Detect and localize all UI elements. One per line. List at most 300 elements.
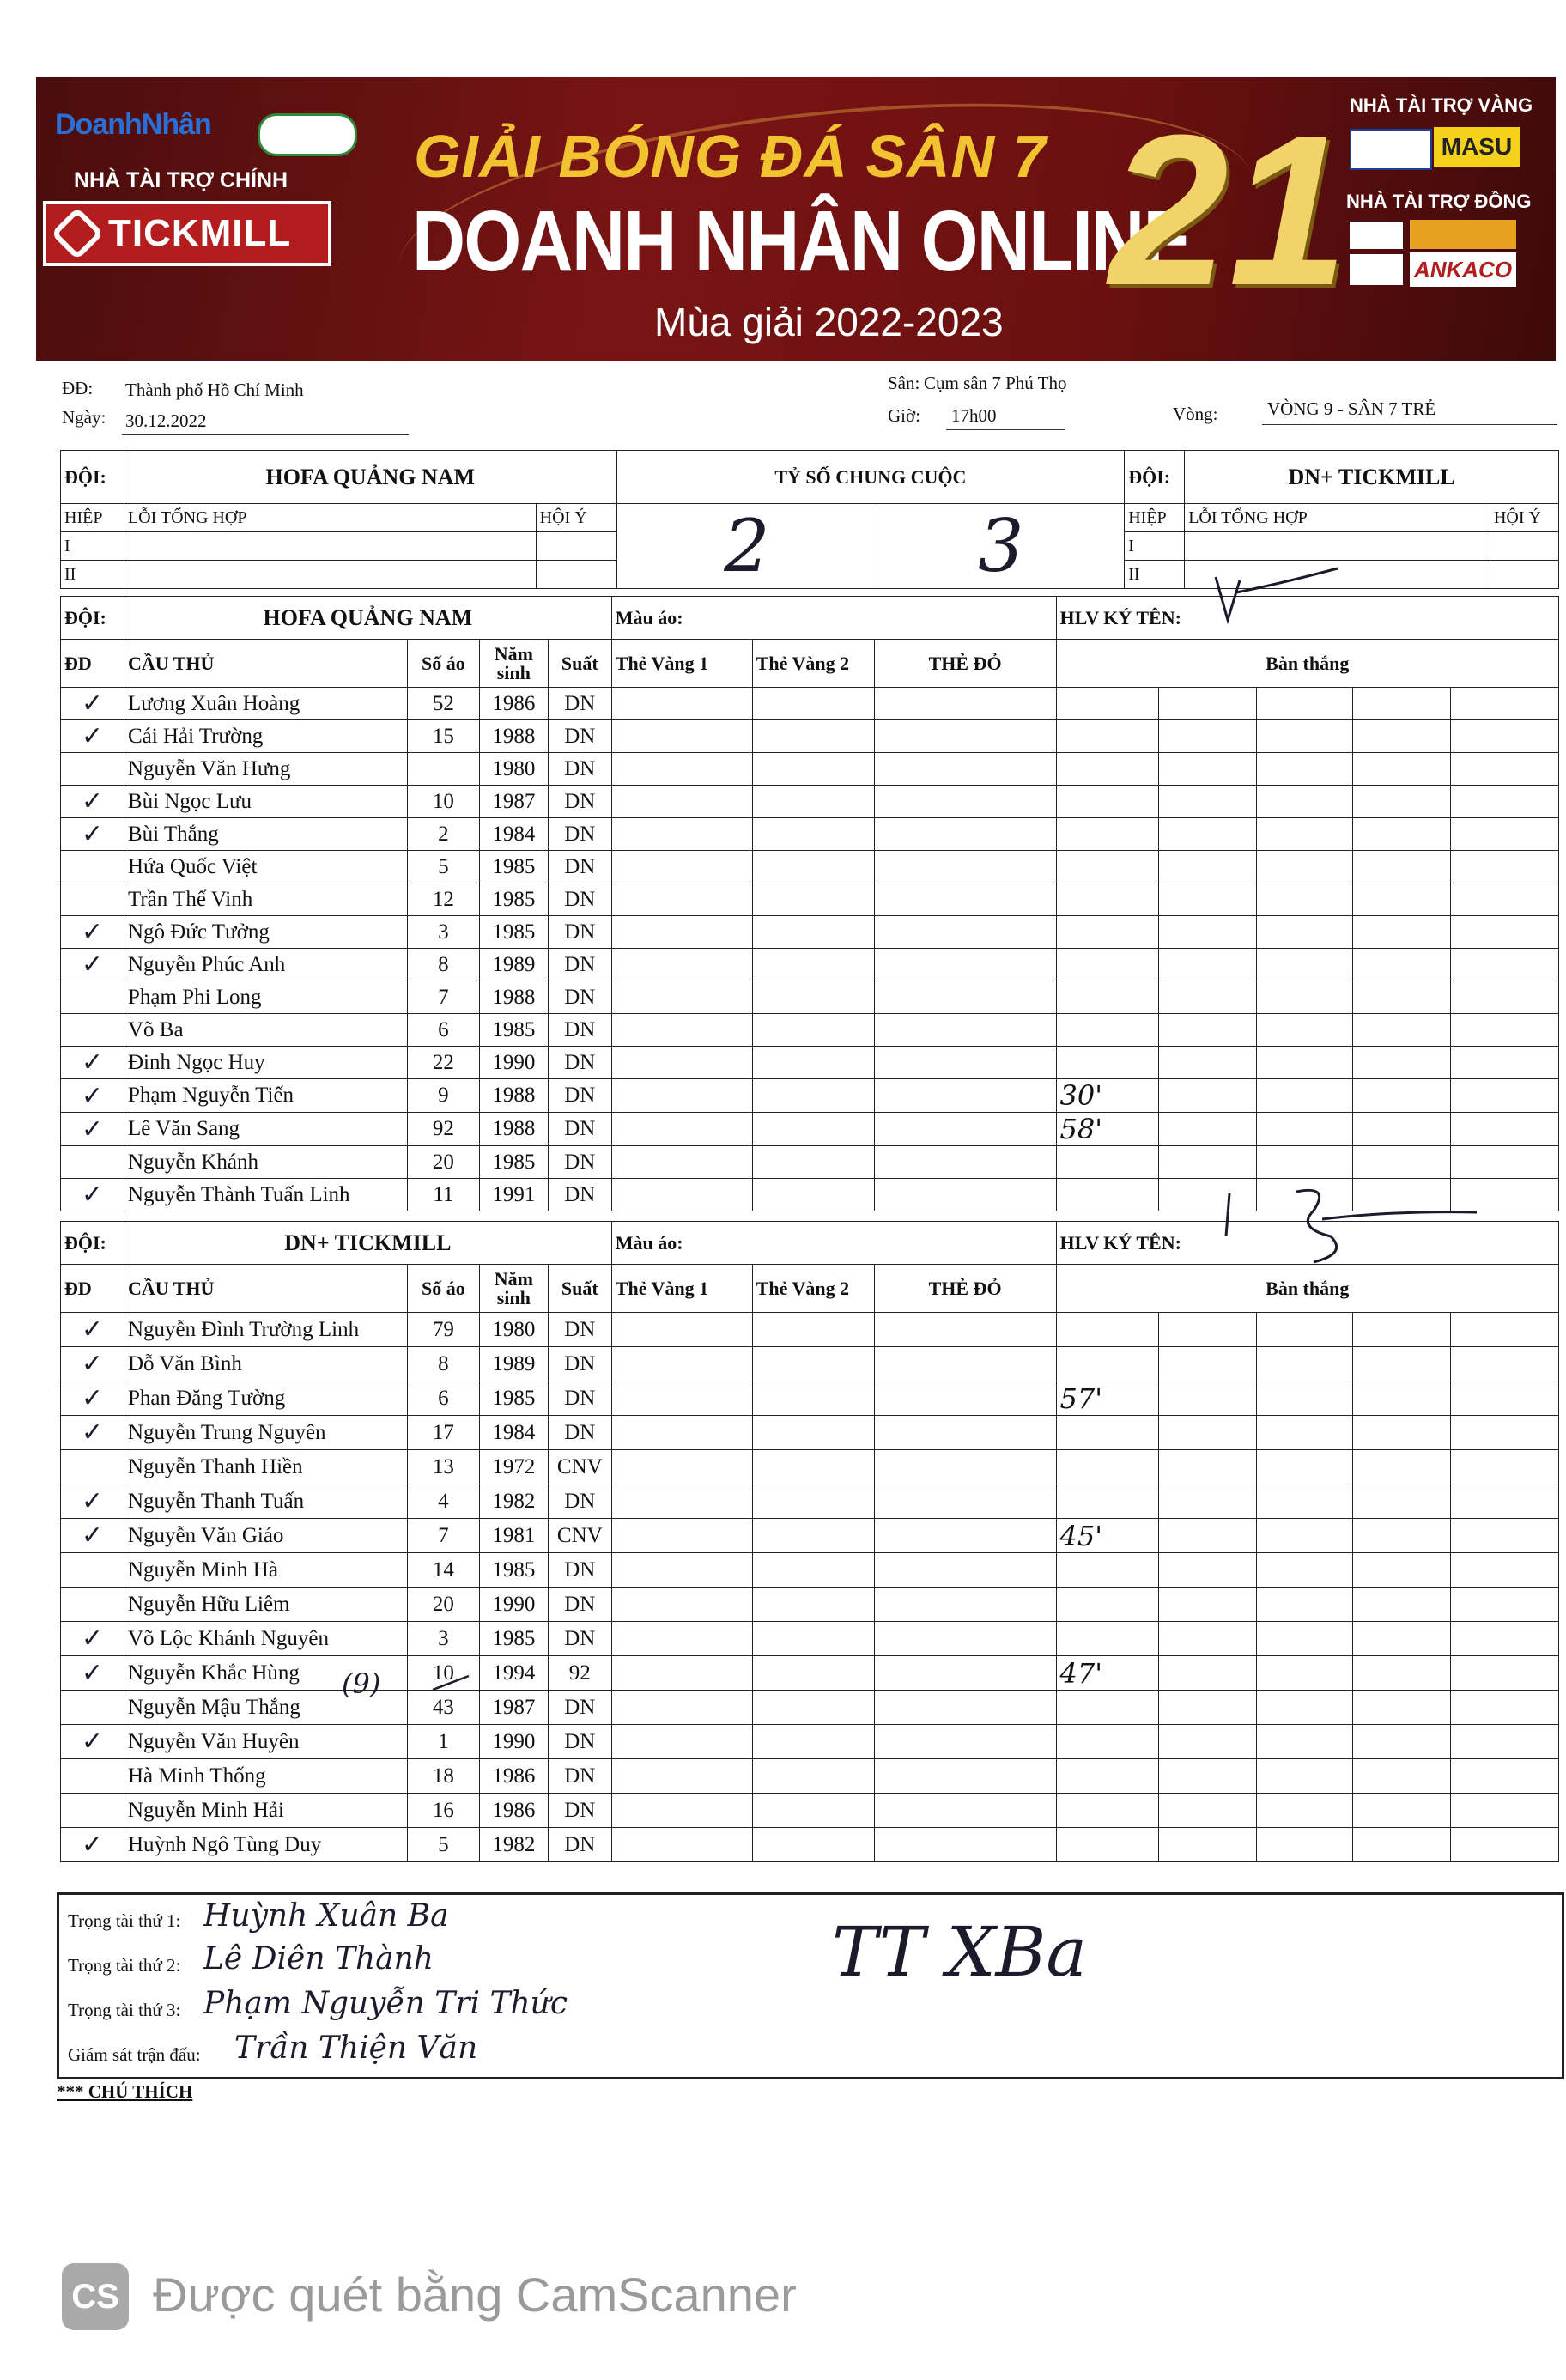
goals-cell xyxy=(1353,1656,1451,1691)
goals-cell xyxy=(1353,1047,1451,1079)
player-birth-year: 1994 xyxy=(479,1656,548,1691)
player-row xyxy=(61,981,1559,1014)
goals-cell xyxy=(1451,1622,1559,1656)
goals-cell xyxy=(1257,1113,1353,1146)
red-card-cell xyxy=(874,1828,1056,1862)
player-birth-year: 1986 xyxy=(479,1794,548,1828)
col-player: CẦU THỦ xyxy=(124,1265,407,1313)
red-card-cell xyxy=(874,1416,1056,1450)
player-presence-cell xyxy=(61,1450,124,1484)
tournament-banner xyxy=(36,77,1556,361)
player-birth-year: 1990 xyxy=(479,1047,548,1079)
player-name: Võ Ba xyxy=(124,1014,407,1047)
half-2-a: II xyxy=(61,561,124,589)
red-card-cell xyxy=(874,1113,1056,1146)
goals-cell xyxy=(1257,1794,1353,1828)
player-goals xyxy=(1056,786,1159,818)
player-birth-year: 1987 xyxy=(479,786,548,818)
player-goals xyxy=(1056,949,1159,981)
player-number: 7 xyxy=(407,981,479,1014)
player-row xyxy=(61,1759,1559,1794)
goals-cell xyxy=(1159,1347,1257,1381)
player-name: Lê Văn Sang xyxy=(124,1113,407,1146)
team-b-coach-signature xyxy=(1219,1176,1494,1271)
goals-cell xyxy=(1451,1656,1559,1691)
goals-cell xyxy=(1257,1484,1353,1519)
bronze-sponsor-logo-3 xyxy=(1350,254,1403,285)
player-birth-year: 1985 xyxy=(479,1622,548,1656)
player-type: DN xyxy=(548,786,611,818)
goals-cell xyxy=(1353,786,1451,818)
player-type: DN xyxy=(548,949,611,981)
player-type: DN xyxy=(548,818,611,851)
player-goals xyxy=(1056,1450,1159,1484)
player-number: 20 xyxy=(407,1588,479,1622)
player-goals xyxy=(1056,1347,1159,1381)
player-row xyxy=(61,818,1559,851)
goals-cell xyxy=(1159,1725,1257,1759)
player-presence-cell: ✓ xyxy=(61,818,124,851)
ref1-label: Trọng tài thứ 1: xyxy=(68,1910,181,1931)
player-birth-year: 1988 xyxy=(479,1079,548,1113)
goals-cell xyxy=(1353,1588,1451,1622)
referees-box xyxy=(57,1892,1564,2079)
date-underline xyxy=(122,434,409,435)
notes-label: *** CHÚ THÍCH xyxy=(57,2081,193,2102)
team-a-coach-sign-label: HLV KÝ TÊN: xyxy=(1056,597,1559,640)
player-presence-cell: ✓ xyxy=(61,1828,124,1862)
yellow-card-2-cell xyxy=(752,1691,874,1725)
player-type: CNV xyxy=(548,1519,611,1553)
player-type: DN xyxy=(548,1381,611,1416)
tickmill-icon xyxy=(51,207,104,260)
player-row xyxy=(61,1691,1559,1725)
yellow-card-2-cell xyxy=(752,1079,874,1113)
player-birth-year: 1984 xyxy=(479,818,548,851)
partner-logo xyxy=(258,113,357,156)
player-number: 3 xyxy=(407,1622,479,1656)
goals-cell xyxy=(1257,851,1353,883)
yellow-card-2-cell xyxy=(752,1450,874,1484)
player-number: 13 xyxy=(407,1450,479,1484)
yellow-card-2-cell xyxy=(752,720,874,753)
player-name: Đỗ Văn Bình xyxy=(124,1347,407,1381)
goals-cell xyxy=(1353,753,1451,786)
yellow-card-2-cell xyxy=(752,1484,874,1519)
bronze-sponsor-logo-2 xyxy=(1410,220,1516,249)
player-birth-year: 1972 xyxy=(479,1450,548,1484)
player-type: CNV xyxy=(548,1450,611,1484)
goals-cell xyxy=(1257,1759,1353,1794)
player-type: DN xyxy=(548,981,611,1014)
player-birth-year: 1986 xyxy=(479,1759,548,1794)
yellow-card-2-cell xyxy=(752,1656,874,1691)
goals-cell xyxy=(1159,1656,1257,1691)
goals-cell xyxy=(1451,1113,1559,1146)
col-goals: Bàn thắng xyxy=(1056,640,1559,688)
player-goals xyxy=(1056,818,1159,851)
player-birth-year: 1985 xyxy=(479,1381,548,1416)
player-presence-cell xyxy=(61,1691,124,1725)
player-number: 9 xyxy=(407,1079,479,1113)
goals-cell xyxy=(1159,1313,1257,1347)
goals-cell xyxy=(1257,1047,1353,1079)
player-number: 8 xyxy=(407,1347,479,1381)
yellow-card-2-cell xyxy=(752,1794,874,1828)
goals-cell xyxy=(1257,949,1353,981)
goals-cell xyxy=(1451,1691,1559,1725)
player-name: Nguyễn Đình Trường Linh xyxy=(124,1313,407,1347)
player-row xyxy=(61,688,1559,720)
yellow-card-2-cell xyxy=(752,1179,874,1211)
final-score-label: TỶ SỐ CHUNG CUỘC xyxy=(616,451,1125,504)
player-name: Nguyễn Khắc Hùng xyxy=(124,1656,407,1691)
team-a-roster-table xyxy=(60,596,1559,1211)
yellow-card-2-cell xyxy=(752,1381,874,1416)
goals-cell xyxy=(1257,1519,1353,1553)
player-birth-year: 1987 xyxy=(479,1691,548,1725)
goals-cell xyxy=(1353,1622,1451,1656)
player-name: Nguyễn Thanh Hiền xyxy=(124,1450,407,1484)
score-team-a-name: HOFA QUẢNG NAM xyxy=(124,451,616,504)
yellow-card-1-cell xyxy=(611,1416,752,1450)
red-card-cell xyxy=(874,883,1056,916)
player-number: 4 xyxy=(407,1484,479,1519)
goals-cell xyxy=(1159,1014,1257,1047)
player-row xyxy=(61,1656,1559,1691)
yellow-card-2-cell xyxy=(752,1553,874,1588)
red-card-cell xyxy=(874,1450,1056,1484)
yellow-card-1-cell xyxy=(611,916,752,949)
goals-cell xyxy=(1353,1759,1451,1794)
red-card-cell xyxy=(874,1047,1056,1079)
col-red: THẺ ĐỎ xyxy=(874,640,1056,688)
team-a-rows xyxy=(61,688,1559,1211)
player-name: Nguyễn Văn Huyên xyxy=(124,1725,407,1759)
edition-number: 21 xyxy=(1109,90,1349,330)
player-goals xyxy=(1056,1794,1159,1828)
round-underline xyxy=(1262,424,1557,425)
player-goals xyxy=(1056,1553,1159,1588)
player-goals xyxy=(1056,1622,1159,1656)
player-presence-cell: ✓ xyxy=(61,720,124,753)
goals-cell xyxy=(1159,1450,1257,1484)
yellow-card-2-cell xyxy=(752,1828,874,1862)
goals-cell xyxy=(1451,851,1559,883)
timeout-label-b: HỘI Ý xyxy=(1490,504,1558,532)
fouls-cell xyxy=(124,532,536,561)
player-type: DN xyxy=(548,1079,611,1113)
camscanner-watermark: Được quét bằng CamScanner xyxy=(153,2268,797,2322)
red-card-cell xyxy=(874,688,1056,720)
gold-sponsor-logo-1 xyxy=(1350,129,1432,170)
player-goals xyxy=(1056,916,1159,949)
player-row xyxy=(61,1450,1559,1484)
goals-cell xyxy=(1353,981,1451,1014)
goals-cell xyxy=(1257,1588,1353,1622)
yellow-card-1-cell xyxy=(611,851,752,883)
goals-cell xyxy=(1353,818,1451,851)
player-type: DN xyxy=(548,1313,611,1347)
supervisor-label: Giám sát trận đấu: xyxy=(68,2044,201,2065)
yellow-card-1-cell xyxy=(611,949,752,981)
red-card-cell xyxy=(874,1179,1056,1211)
yellow-card-1-cell xyxy=(611,1794,752,1828)
ref2-name: Lê Diên Thành xyxy=(203,1941,434,1976)
goals-cell xyxy=(1257,1416,1353,1450)
red-card-cell xyxy=(874,1691,1056,1725)
goals-cell xyxy=(1353,1381,1451,1416)
player-name: Nguyễn Thành Tuấn Linh xyxy=(124,1179,407,1211)
yellow-card-1-cell xyxy=(611,1381,752,1416)
goals-cell xyxy=(1159,1828,1257,1862)
yellow-card-2-cell xyxy=(752,981,874,1014)
player-birth-year: 1980 xyxy=(479,1313,548,1347)
player-row xyxy=(61,1484,1559,1519)
player-birth-year: 1989 xyxy=(479,1347,548,1381)
yellow-card-1-cell xyxy=(611,1313,752,1347)
goals-cell xyxy=(1353,720,1451,753)
player-goals xyxy=(1056,1828,1159,1862)
red-card-cell xyxy=(874,1484,1056,1519)
player-name: Huỳnh Ngô Tùng Duy xyxy=(124,1828,407,1862)
yellow-card-2-cell xyxy=(752,1622,874,1656)
red-card-cell xyxy=(874,1725,1056,1759)
goals-cell xyxy=(1451,1484,1559,1519)
ref2-label: Trọng tài thứ 2: xyxy=(68,1955,181,1976)
goals-cell xyxy=(1451,1759,1559,1794)
player-type: DN xyxy=(548,1179,611,1211)
player-goals: 30' xyxy=(1056,1079,1159,1113)
player-goals xyxy=(1056,720,1159,753)
yellow-card-2-cell xyxy=(752,786,874,818)
player-type: DN xyxy=(548,1622,611,1656)
player-goals xyxy=(1056,1179,1159,1211)
main-sponsor-label: NHÀ TÀI TRỢ CHÍNH xyxy=(74,168,288,192)
player-goals xyxy=(1056,1759,1159,1794)
player-number: 14 xyxy=(407,1553,479,1588)
player-number: 10 xyxy=(407,786,479,818)
player-birth-year: 1985 xyxy=(479,1014,548,1047)
red-card-cell xyxy=(874,720,1056,753)
goals-cell xyxy=(1451,981,1559,1014)
player-row xyxy=(61,1079,1559,1113)
player-number: 12 xyxy=(407,883,479,916)
goals-cell xyxy=(1353,1079,1451,1113)
field-label: Sân: xyxy=(888,373,920,393)
yellow-card-1-cell xyxy=(611,786,752,818)
half-label-a: HIỆP xyxy=(61,504,124,532)
goals-cell xyxy=(1451,1794,1559,1828)
col-yellow1: Thẻ Vàng 1 xyxy=(611,1265,752,1313)
goals-cell xyxy=(1353,1450,1451,1484)
yellow-card-2-cell xyxy=(752,1519,874,1553)
player-number: 2 xyxy=(407,818,479,851)
fouls-cell xyxy=(124,561,536,589)
player-birth-year: 1989 xyxy=(479,949,548,981)
tournament-title-line1: GIẢI BÓNG ĐÁ SÂN 7 xyxy=(414,123,1047,190)
goals-cell xyxy=(1159,753,1257,786)
col-dd: ĐD xyxy=(61,1265,124,1313)
goals-cell xyxy=(1159,1416,1257,1450)
player-type: DN xyxy=(548,753,611,786)
player-goals xyxy=(1056,753,1159,786)
player-name: Phan Đăng Tường xyxy=(124,1381,407,1416)
player-row xyxy=(61,786,1559,818)
yellow-card-2-cell xyxy=(752,1313,874,1347)
goals-cell xyxy=(1257,1381,1353,1416)
yellow-card-1-cell xyxy=(611,1347,752,1381)
player-presence-cell xyxy=(61,1588,124,1622)
player-presence-cell: ✓ xyxy=(61,1656,124,1691)
goals-cell xyxy=(1353,1553,1451,1588)
yellow-card-2-cell xyxy=(752,1725,874,1759)
col-year: Năm sinh xyxy=(479,1265,548,1313)
team-a-coach-signature xyxy=(1211,558,1348,627)
player-number: 15 xyxy=(407,720,479,753)
col-type: Suất xyxy=(548,1265,611,1313)
goals-cell xyxy=(1257,883,1353,916)
goals-cell xyxy=(1159,786,1257,818)
goals-cell xyxy=(1353,1828,1451,1862)
player-presence-cell: ✓ xyxy=(61,1725,124,1759)
player-name: Nguyễn Trung Nguyên xyxy=(124,1416,407,1450)
player-type: DN xyxy=(548,1759,611,1794)
red-card-cell xyxy=(874,1759,1056,1794)
goals-cell xyxy=(1451,1014,1559,1047)
yellow-card-1-cell xyxy=(611,1179,752,1211)
goals-cell xyxy=(1159,1622,1257,1656)
timeout-cell xyxy=(536,561,616,589)
player-presence-cell: ✓ xyxy=(61,1484,124,1519)
player-name: Phạm Nguyễn Tiến xyxy=(124,1079,407,1113)
player-name: Cái Hải Trường xyxy=(124,720,407,753)
goals-cell xyxy=(1257,1313,1353,1347)
yellow-card-1-cell xyxy=(611,1146,752,1179)
player-birth-year: 1990 xyxy=(479,1725,548,1759)
goals-cell xyxy=(1257,1146,1353,1179)
goals-cell xyxy=(1257,1691,1353,1725)
player-presence-cell: ✓ xyxy=(61,1347,124,1381)
team-b-coach-sign-label: HLV KÝ TÊN: xyxy=(1056,1222,1559,1265)
player-birth-year: 1988 xyxy=(479,720,548,753)
red-card-cell xyxy=(874,1794,1056,1828)
red-card-cell xyxy=(874,818,1056,851)
player-name: Nguyễn Thanh Tuấn xyxy=(124,1484,407,1519)
red-card-cell xyxy=(874,1079,1056,1113)
red-card-cell xyxy=(874,1656,1056,1691)
player-presence-cell: ✓ xyxy=(61,1113,124,1146)
player-name: Nguyễn Khánh xyxy=(124,1146,407,1179)
player-type: DN xyxy=(548,1588,611,1622)
player-type: DN xyxy=(548,1416,611,1450)
goals-cell xyxy=(1159,720,1257,753)
goals-cell xyxy=(1159,981,1257,1014)
yellow-card-2-cell xyxy=(752,949,874,981)
doanhnhan-logo: DoanhNhân xyxy=(55,108,211,141)
player-presence-cell xyxy=(61,1014,124,1047)
player-name: Đinh Ngọc Huy xyxy=(124,1047,407,1079)
yellow-card-1-cell xyxy=(611,1553,752,1588)
player-name: Trần Thế Vinh xyxy=(124,883,407,916)
col-player: CẦU THỦ xyxy=(124,640,407,688)
player-name: Hứa Quốc Việt xyxy=(124,851,407,883)
player-type: DN xyxy=(548,851,611,883)
player-number: 20 xyxy=(407,1146,479,1179)
yellow-card-1-cell xyxy=(611,1622,752,1656)
col-number: Số áo xyxy=(407,1265,479,1313)
goals-cell xyxy=(1353,1347,1451,1381)
team-a-label: ĐỘI: xyxy=(61,597,124,640)
player-name: Nguyễn Phúc Anh xyxy=(124,949,407,981)
goals-cell xyxy=(1353,1014,1451,1047)
player-presence-cell xyxy=(61,981,124,1014)
round-value: VÒNG 9 - SÂN 7 TRẺ xyxy=(1267,398,1436,419)
player-row xyxy=(61,1416,1559,1450)
player-type: DN xyxy=(548,1146,611,1179)
goals-cell xyxy=(1159,1381,1257,1416)
player-presence-cell xyxy=(61,1146,124,1179)
col-type: Suất xyxy=(548,640,611,688)
yellow-card-1-cell xyxy=(611,1484,752,1519)
ankaco-logo: ANKACO xyxy=(1410,252,1516,287)
goals-cell xyxy=(1159,1047,1257,1079)
red-card-cell xyxy=(874,949,1056,981)
yellow-card-1-cell xyxy=(611,1113,752,1146)
gold-sponsor-label: NHÀ TÀI TRỢ VÀNG xyxy=(1350,94,1533,116)
goals-cell xyxy=(1451,949,1559,981)
yellow-card-1-cell xyxy=(611,1079,752,1113)
player-row xyxy=(61,1381,1559,1416)
col-yellow2: Thẻ Vàng 2 xyxy=(752,640,874,688)
player-type: DN xyxy=(548,720,611,753)
goals-cell xyxy=(1451,1347,1559,1381)
time-underline xyxy=(946,429,1065,430)
player-birth-year: 1990 xyxy=(479,1588,548,1622)
round-label: Vòng: xyxy=(1173,404,1218,424)
goals-cell xyxy=(1159,1484,1257,1519)
player-birth-year: 1991 xyxy=(479,1179,548,1211)
goals-cell xyxy=(1451,688,1559,720)
goals-cell xyxy=(1353,949,1451,981)
player-goals xyxy=(1056,1484,1159,1519)
yellow-card-2-cell xyxy=(752,688,874,720)
yellow-card-2-cell xyxy=(752,916,874,949)
red-card-cell xyxy=(874,1519,1056,1553)
player-row xyxy=(61,1828,1559,1862)
player-row xyxy=(61,1113,1559,1146)
player-row xyxy=(61,1553,1559,1588)
goals-cell xyxy=(1257,688,1353,720)
goals-cell xyxy=(1257,720,1353,753)
player-birth-year: 1981 xyxy=(479,1519,548,1553)
timeout-cell xyxy=(536,532,616,561)
goals-cell xyxy=(1451,916,1559,949)
location-value: Thành phố Hồ Chí Minh xyxy=(125,379,304,400)
player-row xyxy=(61,720,1559,753)
team-b-roster-table xyxy=(60,1221,1559,1862)
goals-cell xyxy=(1257,818,1353,851)
field-value: Cụm sân 7 Phú Thọ xyxy=(924,373,1067,393)
player-goals xyxy=(1056,1146,1159,1179)
yellow-card-2-cell xyxy=(752,1146,874,1179)
camscanner-icon: CS xyxy=(62,2263,129,2330)
red-card-cell xyxy=(874,1313,1056,1347)
red-card-cell xyxy=(874,916,1056,949)
red-card-cell xyxy=(874,753,1056,786)
goals-cell xyxy=(1451,1553,1559,1588)
ref1-name: Huỳnh Xuân Ba xyxy=(203,1898,449,1934)
